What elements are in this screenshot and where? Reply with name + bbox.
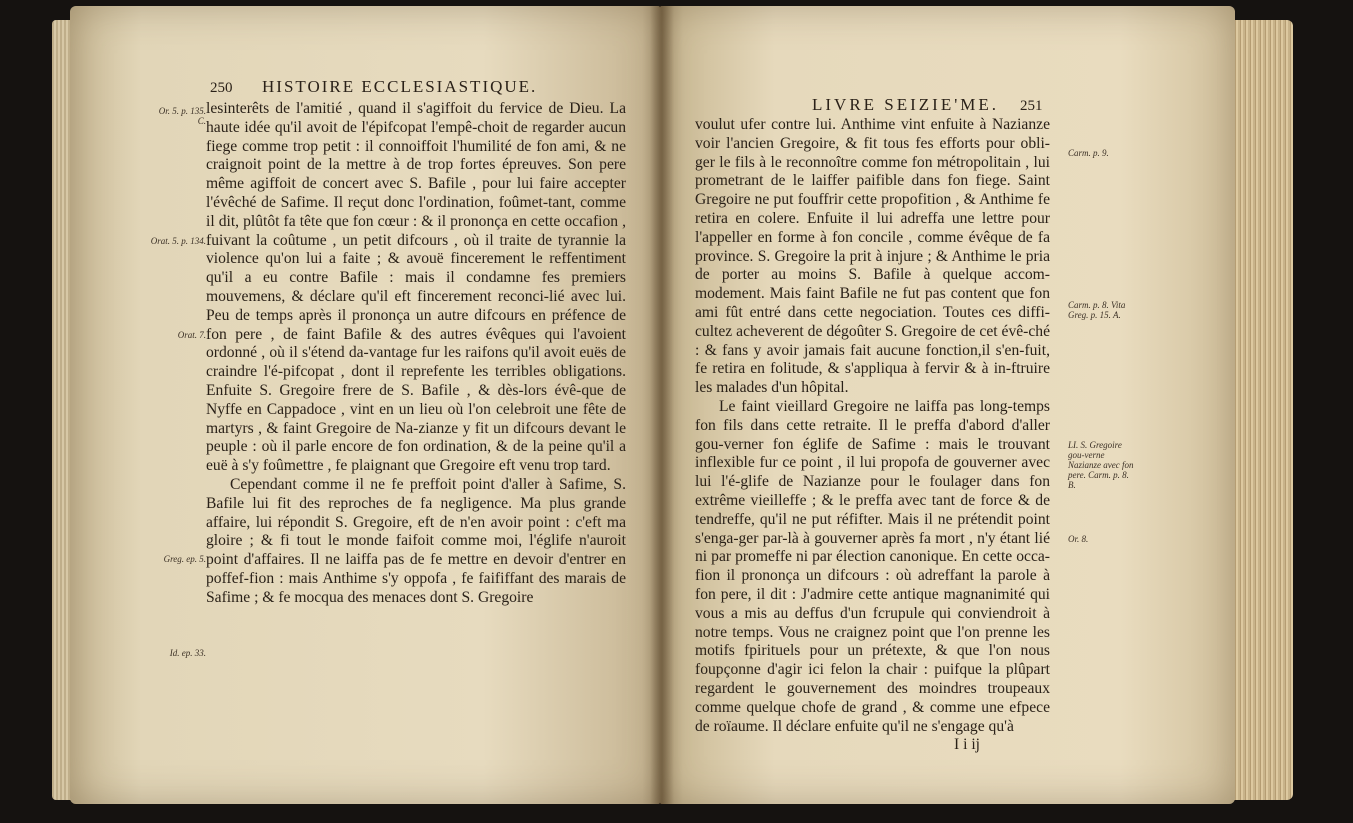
margin-note-5: Id. ep. 33.	[169, 648, 206, 658]
book-gutter	[650, 6, 674, 804]
right-page-edges	[1233, 20, 1293, 800]
margin-note-6: Carm. p. 9.	[1068, 148, 1109, 158]
page-number-right: 251	[1020, 98, 1043, 114]
left-body-text	[206, 100, 626, 608]
paragraph: voulut ufer contre lui. Anthime vint enfuite à Nazianze voir l'ancien Gregoire, & fit tous fes efforts pour obli-ger le fils à le reconnoître comme fon métropolitain , lui prometrant de le laiffer paifible dans fon fiege. Saint Gregoire ne put fouffrir cette propofition , & Anthime fe retira en colere. Enfuite il lui adreffa une lettre pour l'appeller en forme à fon concile , comme évêque de fa province. S. Gregoire la prit à injure ; & Anthime le pria de porter au moins S. Bafile à quelque accom-modement. Mais faint Bafile ne fut pas content que fon ami fût entré dans cette negociation. Toutes ces diffi-cultez acheverent de dégoûter S. Gregoire de cet évê-ché : & fans y avoir jamais fait aucune fonction,il s'en-fuit, fe retira en folitude, & s'appliqua à fervir & à in-ftruire les malades d'un hôpital.	[695, 116, 1050, 397]
margin-note-7: Carm. p. 8. Vita Greg. p. 15. A.	[1068, 300, 1126, 320]
margin-note-3: Orat. 7.	[177, 330, 206, 340]
margin-note-9: Or. 8.	[1068, 534, 1089, 544]
paragraph: Le faint vieillard Gregoire ne laiffa pas long-temps fon fils dans cette retraite. Il le preffa d'abord d'aller gou-verner fon églife de Safime : mais le trouvant inflexible fur ce point , il lui propofa de gouverner avec lui l'é-glife de Nazianze pour le foulager dans fon extrême vieilleffe ; & le preffa avec tant de force & de tendreffe, qu'il ne put réfifter. Mais il ne prétendit point s'enga-ger par-là à gouverner après fa mort , n'y étant lié ni par promeffe ni par élection canonique. En cette occa-fion il prononça un difcours : où adreffant la parole à fon pere, il dit : J'admire cette antique magnanimité qui vous a mis au deffus d'un fcrupule qui conviendroit à notre temps. Vous ne craignez point que l'on prenne les motifs fpirituels pour un prétexte, & que l'on nous foupçonne d'agir ici felon la chair : puifque la plûpart regardent le gouvernement des moindres troupeaux comme quelque chofe de grand , & comme une efpece de roïaume. Il déclare enfuite qu'il ne s'engage qu'à	[695, 397, 1050, 735]
margin-note-4: Greg. ep. 5.	[163, 554, 206, 564]
margin-note-1: Or. 5. p. 135. C.	[158, 106, 206, 126]
running-head-left: HISTOIRE ECCLESIASTIQUE.	[262, 77, 538, 96]
signature-mark: I i ij	[954, 736, 980, 754]
paragraph: Cependant comme il ne fe preffoit point d'aller à Safime, S. Bafile lui fit des reproches de fa negligence. Ma plus grande affaire, lui répondit S. Gregoire, eft de n'en avoir point : c'eft ma gloire ; & fi tout le monde faifoit comme moi, l'églife n'auroit point d'affaires. Il ne laiffa pas de fe mettre en devoir d'entrer en poffef-fion : mais Anthime s'y oppofa , fe faififfant des marais de Safime ; & fe mocqua des menaces dont S. Gregoire	[206, 475, 626, 606]
right-body-text	[695, 116, 1050, 755]
margin-note-2: Orat. 5. p. 134.	[150, 236, 206, 246]
margin-note-8: LI. S. Gregoire gou-verne Nazianze avec fon pere. Carm. p. 8. B.	[1068, 440, 1134, 490]
page-number-left: 250	[210, 80, 233, 96]
running-head-right: LIVRE SEIZIE'ME.	[812, 95, 1000, 114]
paragraph: lesinterêts de l'amitié , quand il s'agiffoit du fervice de Dieu. La haute idée qu'il avoit de l'épifcopat l'empê-choit de regarder aucun fiege comme trop petit : il connoiffoit l'humilité de fon ami, & ne craignoit point de la mettre à de trop fortes épreuves. Son pere même agiffoit de concert avec S. Bafile , pour lui faire accepter l'évêché de Safime. Il reçut donc l'ordination, foûmet-tant, comme il dit, plûtôt fa tête que fon cœur : & il prononça en cette occafion , fuivant la coûtume , un petit difcours , où il traite de tyrannie la violence qu'on lui a faite ; & avouë fincerement le reffentiment qu'il a eu contre Bafile : mais il condamne fes premiers mouvemens, & déclare qu'il eft fincerement reconci-lié avec lui. Peu de temps après il prononça un autre difcours en préfence de fon pere , de faint Bafile & des autres évêques qui l'avoient ordonné , où il s'étend da-vantage fur les raifons qu'il avoit euës de craindre l'é-pifcopat , dont il reprefente les terribles obligations. Enfuite S. Gregoire frere de S. Bafile , & dès-lors évê-que de Nyffe en Cappadoce , vint en un lieu où l'on celebroit une fête de martyrs , & faint Gregoire de Na-zianze y fit un difcours devant le peuple : où il parle encore de fon ordination, & de la peine qu'il a euë à s'y foûmettre , fe plaignant que Gregoire eft venu trop tard.	[206, 100, 626, 475]
